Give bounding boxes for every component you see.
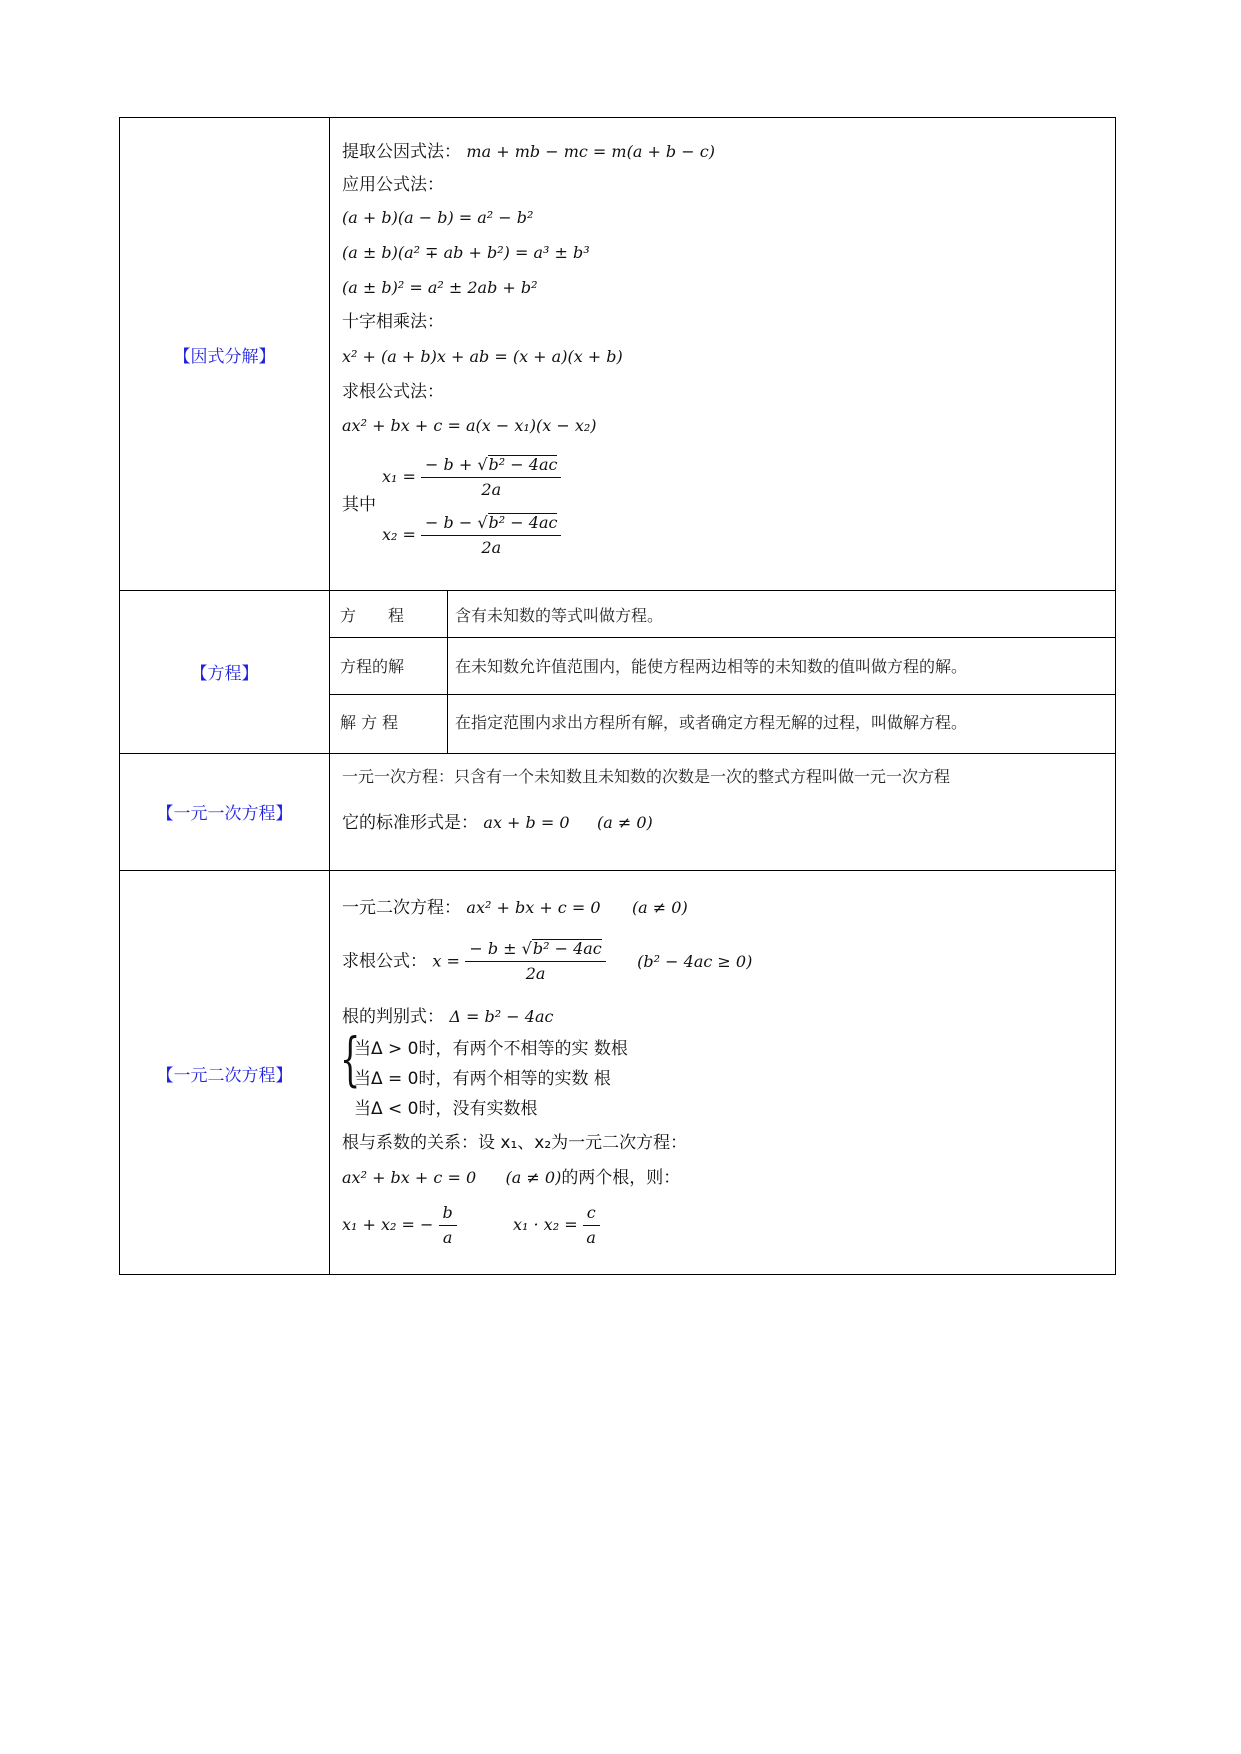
term-row-divider xyxy=(329,637,1115,638)
linear-standard-form-line xyxy=(342,812,653,834)
vieta-product-lhs: x₁ · x₂ = xyxy=(512,1215,578,1234)
vieta-product-fraction xyxy=(583,1202,600,1249)
vieta-sum-denominator: a xyxy=(442,1228,453,1247)
term-column-divider xyxy=(447,590,448,753)
category-equation: 【方程】 xyxy=(190,664,259,684)
definition-equation: 含有未知数的等式叫做方程。 xyxy=(455,606,664,625)
vieta-product-denominator: a xyxy=(586,1228,596,1247)
root-denominator: 2a xyxy=(525,964,546,983)
case-positive: 当Δ > 0时，有两个不相等的实 数根 xyxy=(354,1039,628,1059)
vieta-equation: ax² + bx + c = 0 xyxy=(342,1168,477,1187)
difference-of-squares: (a + b)(a − b) = a² − b² xyxy=(342,208,534,227)
quadratic-condition: (a ≠ 0) xyxy=(631,898,688,917)
linear-equation-content xyxy=(330,753,1115,870)
x2-denominator: 2a xyxy=(481,538,502,557)
quadratic-label: 一元二次方程： xyxy=(342,898,461,918)
perfect-square: (a ± b)² = a² ± 2ab + b² xyxy=(342,278,538,297)
common-factor-line xyxy=(342,141,715,163)
vieta-product-numerator: c xyxy=(583,1202,600,1226)
cross-multiplication-formula: x² + (a + b)x + ab = (x + a)(x + b) xyxy=(342,347,623,366)
x2-formula xyxy=(382,512,561,559)
x1-numerator-prefix: − b + xyxy=(425,455,473,474)
standard-form-formula: ax + b = 0 xyxy=(483,813,570,832)
root-formula-condition: (b² − 4ac ≥ 0) xyxy=(637,951,753,971)
root-formula-lhs: x = xyxy=(432,951,460,971)
vieta-sum-fraction xyxy=(439,1202,457,1249)
root-formula-line xyxy=(342,938,752,985)
term-row-divider xyxy=(329,694,1115,695)
cross-multiplication-label: 十字相乘法： xyxy=(342,312,444,332)
case-negative: 当Δ < 0时，没有实数根 xyxy=(354,1099,538,1119)
sum-difference-of-cubes: (a ± b)(a² ∓ ab + b²) = a³ ± b³ xyxy=(342,243,590,262)
term-solution: 方程的解 xyxy=(340,657,405,676)
factorization-content xyxy=(330,118,1115,590)
quadratic-equation-content xyxy=(330,870,1115,1276)
cases-brace: { xyxy=(340,1025,361,1093)
discriminant-formula: Δ = b² − 4ac xyxy=(449,1007,554,1026)
category-quadratic-equation: 【一元二次方程】 xyxy=(156,1065,293,1086)
category-linear-equation: 【一元一次方程】 xyxy=(156,804,293,824)
category-factorization: 【因式分解】 xyxy=(173,346,276,367)
term-equation: 方 程 xyxy=(340,606,405,625)
root-numerator-prefix: − b ± xyxy=(469,939,517,958)
x1-lhs: x₁ = xyxy=(382,467,416,486)
x1-fraction: $\frac{\text{− b + √b² − 4ac}}{2a}$ xyxy=(421,454,561,501)
vieta-intro: 根与系数的关系：设 x₁、x₂为一元二次方程： xyxy=(342,1133,688,1153)
x2-radicand: b² − 4ac xyxy=(488,513,558,532)
quadratic-definition-line xyxy=(342,897,688,919)
x2-fraction: $\frac{\text{− b − √b² − 4ac}}{2a}$ xyxy=(421,512,561,559)
standard-form-label: 它的标准形式是： xyxy=(342,813,478,833)
discriminant-label: 根的判别式： xyxy=(342,1007,444,1027)
where-label: 其中 xyxy=(342,495,376,515)
vieta-condition: (a ≠ 0) xyxy=(505,1168,562,1187)
root-formula-label: 求根公式： xyxy=(342,951,427,972)
case-zero: 当Δ = 0时，有两个相等的实数 根 xyxy=(354,1069,611,1089)
common-factor-label: 提取公因式法： xyxy=(342,142,461,162)
formula-method-label: 应用公式法： xyxy=(342,175,444,195)
linear-equation-definition: 一元一次方程：只含有一个未知数且未知数的次数是一次的整式方程叫做一元一次方程 xyxy=(342,767,951,786)
vieta-sum-lhs: x₁ + x₂ = − xyxy=(342,1215,434,1234)
root-radicand: b² − 4ac xyxy=(532,939,602,958)
quadratic-formula: ax² + bx + c = 0 xyxy=(466,898,601,917)
root-factorization-formula: ax² + bx + c = a(x − x₁)(x − x₂) xyxy=(342,416,597,435)
root-formula-method-label: 求根公式法： xyxy=(342,382,444,402)
formula-table xyxy=(119,117,1116,1275)
x1-formula xyxy=(382,454,561,501)
vieta-sum-numerator: b xyxy=(439,1202,457,1226)
x2-lhs: x₂ = xyxy=(382,525,416,544)
definition-solving: 在指定范围内求出方程所有解，或者确定方程无解的过程，叫做解方程。 xyxy=(455,713,968,732)
standard-form-condition: (a ≠ 0) xyxy=(596,813,653,832)
common-factor-formula: ma + mb − mc = m(a + b − c) xyxy=(466,142,715,161)
vieta-sum xyxy=(342,1202,600,1249)
x1-radicand: b² − 4ac xyxy=(488,455,558,474)
discriminant-line xyxy=(342,1006,553,1028)
definition-solution: 在未知数允许值范围内，能使方程两边相等的未知数的值叫做方程的解。 xyxy=(455,657,968,676)
x2-numerator-prefix: − b − xyxy=(425,513,473,532)
root-formula-fraction: $\frac{\text{− b ± √b² − 4ac}}{2a}$ xyxy=(465,938,605,985)
x1-denominator: 2a xyxy=(481,480,502,499)
term-solving: 解 方 程 xyxy=(340,713,399,732)
vieta-equation-line xyxy=(342,1167,680,1189)
vieta-tail: 的两个根，则： xyxy=(561,1168,681,1188)
